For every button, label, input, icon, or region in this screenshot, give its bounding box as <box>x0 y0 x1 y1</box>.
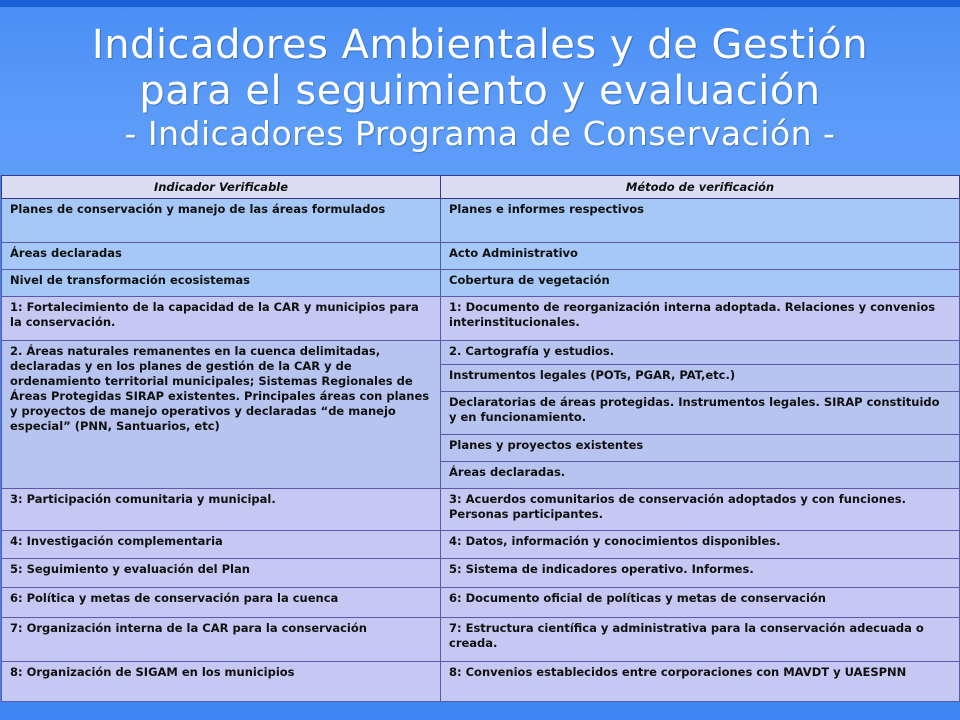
indicator-cell: Nivel de transformación ecosistemas <box>2 270 441 297</box>
table-row <box>2 489 960 531</box>
table-row <box>2 618 960 662</box>
indicator-cell: 7: Organización interna de la CAR para la conservación <box>2 618 441 662</box>
method-cell: 4: Datos, información y conocimientos disponibles. <box>441 531 960 559</box>
method-cell: 3: Acuerdos comunitarios de conservación adoptados y con funciones. Personas participantes. <box>441 489 960 531</box>
method-cell: Planes e informes respectivos <box>441 199 960 243</box>
table-row <box>2 588 960 618</box>
method-cell: Instrumentos legales (POTs, PGAR, PAT,etc.) <box>441 365 960 392</box>
table-row <box>2 662 960 702</box>
header-method: Método de verificación <box>441 176 960 199</box>
indicator-cell: 3: Participación comunitaria y municipal. <box>2 489 441 531</box>
table-row <box>2 531 960 559</box>
table-row <box>2 243 960 270</box>
indicator-cell: 6: Política y metas de conservación para la cuenca <box>2 588 441 618</box>
table-row <box>2 199 960 243</box>
table-row <box>2 341 960 365</box>
table-row <box>2 270 960 297</box>
title-line-1: Indicadores Ambientales y de Gestión <box>91 22 869 68</box>
method-cell: 8: Convenios establecidos entre corporaciones con MAVDT y UAESPNN <box>441 662 960 702</box>
method-cell: Declaratorias de áreas protegidas. Instrumentos legales. SIRAP constituido y en funcionamiento. <box>441 392 960 435</box>
method-cell: 2. Cartografía y estudios. <box>441 341 960 365</box>
indicator-cell: 8: Organización de SIGAM en los municipios <box>2 662 441 702</box>
table-header-row <box>2 176 960 199</box>
indicators-table <box>1 175 960 702</box>
method-cell: Planes y proyectos existentes <box>441 435 960 462</box>
method-cell: 7: Estructura científica y administrativa para la conservación adecuada o creada. <box>441 618 960 662</box>
top-accent-bar <box>0 0 960 7</box>
method-cell: 5: Sistema de indicadores operativo. Informes. <box>441 559 960 588</box>
method-cell: 6: Documento oficial de políticas y metas de conservación <box>441 588 960 618</box>
indicator-cell: 4: Investigación complementaria <box>2 531 441 559</box>
method-cell: Cobertura de vegetación <box>441 270 960 297</box>
table-row <box>2 559 960 588</box>
method-cell: 1: Documento de reorganización interna adoptada. Relaciones y convenios interinstitucionales. <box>441 297 960 341</box>
indicator-cell: 1: Fortalecimiento de la capacidad de la CAR y municipios para la conservación. <box>2 297 441 341</box>
indicator-cell: 2. Áreas naturales remanentes en la cuenca delimitadas, declaradas y en los planes de gestión de la CAR y de ordenamiento territorial municipales; Sistemas Regionales de Áreas Protegidas SIRAP existentes. Principales áreas con planes y proyectos de manejo operativos y declaradas “de manejo especial” (PNN, Santuarios, etc) <box>2 341 441 489</box>
indicator-cell: 5: Seguimiento y evaluación del Plan <box>2 559 441 588</box>
slide-title <box>0 22 960 154</box>
header-indicator: Indicador Verificable <box>2 176 441 199</box>
method-cell: Acto Administrativo <box>441 243 960 270</box>
table-row <box>2 297 960 341</box>
title-line-2: para el seguimiento y evaluación <box>139 68 821 114</box>
title-line-3: - Indicadores Programa de Conservación - <box>124 114 836 153</box>
indicator-cell: Planes de conservación y manejo de las áreas formulados <box>2 199 441 243</box>
method-cell: Áreas declaradas. <box>441 462 960 489</box>
indicator-cell: Áreas declaradas <box>2 243 441 270</box>
